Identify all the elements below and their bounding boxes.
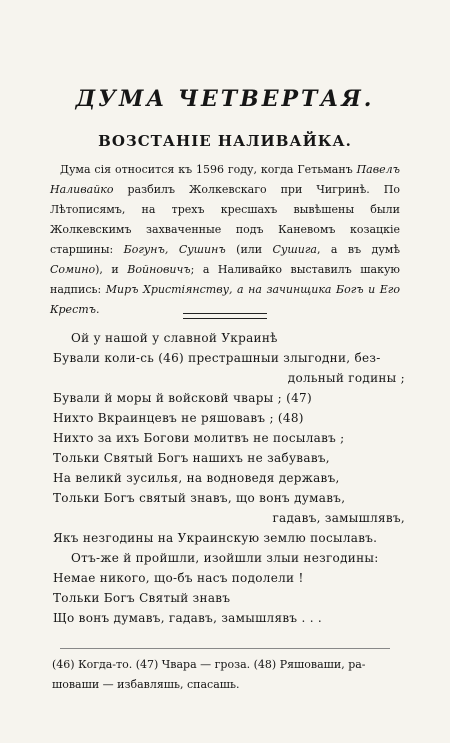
intro-segment: ; а Наливайко выставилъ шакую надпись: [50, 263, 400, 296]
intro-segment: Дума сія относится къ 1596 году, когда Гетьманъ [60, 163, 357, 176]
footnote-line: шоваши — избавляшь, спасашь. [52, 678, 240, 691]
poem-line: дольный годины ; [287, 371, 405, 385]
poem-line: Тольки Богъ Святый знавъ [53, 591, 231, 605]
intro-segment: ), и [95, 263, 128, 276]
intro-segment: Павелъ Наливайко [50, 163, 400, 196]
poem-line: Отъ-же й пройшли, изойшли злыи незгодины: [71, 551, 379, 565]
intro-segment: Богунъ, Сушинъ [123, 243, 226, 256]
poem-line: Бували й моры й войсковй чвары ; (47) [53, 391, 312, 405]
footnotes [52, 655, 412, 695]
intro-segment: , а въ думѣ [316, 243, 400, 256]
poem-line: Якъ незгодины на Украинскую землю посылавъ. [53, 531, 378, 545]
divider-rule [183, 313, 267, 314]
poem-text [53, 328, 413, 628]
poem-line: Бували коли-сь (46) престрашныи злыгодни, без- [53, 351, 381, 365]
intro-segment: Сомино [50, 263, 96, 276]
poem-line: Нихто Вкраинцевъ не ряшовавъ ; (48) [53, 411, 304, 425]
poem-line: Тольки Святый Богъ нашихъ не забувавъ, [53, 451, 330, 465]
poem-line: Нихто за ихъ Богови молитвъ не посылавъ ; [53, 431, 345, 445]
footnote-separator [60, 648, 390, 649]
footnote-line: (46) Когда-то. (47) Чвара — гроза. (48) Ряшоваши, ра- [52, 658, 366, 671]
poem-line: На великй зусилья, на водноведя державъ, [53, 471, 340, 485]
intro-segment: (или [225, 243, 273, 256]
poem-line: Немае никого, що-бъ насъ подолели ! [53, 571, 304, 585]
intro-segment: Войновичъ [127, 263, 191, 276]
poem-line: Що вонъ думавъ, гадавъ, замышлявъ . . . [53, 611, 323, 625]
intro-segment: Миръ Христіянству, а на зачинщика Богъ и Его Крестъ. [50, 283, 400, 316]
intro-segment: разбилъ Жолкевскаго при Чигринѣ. По Лѣтописямъ, на трехъ кресшахъ вывѣшены были Жолкевскимъ захваченные подъ Каневомъ козацкіе старшины: [50, 183, 400, 256]
divider-rule [183, 318, 267, 319]
intro-paragraph [50, 160, 400, 320]
poem-line: Тольки Богъ святый знавъ, що вонъ думавъ, [53, 491, 346, 505]
intro-segment: Сушига [272, 243, 317, 256]
poem-line: гадавъ, замышлявъ, [272, 511, 405, 525]
page-title: ДУМА ЧЕТВЕРТАЯ. [75, 86, 375, 112]
page-subtitle: ВОЗСТАНІЕ НАЛИВАЙКА. [98, 132, 352, 150]
poem-line: Ой у нашой у славной Украинѣ [71, 331, 278, 345]
